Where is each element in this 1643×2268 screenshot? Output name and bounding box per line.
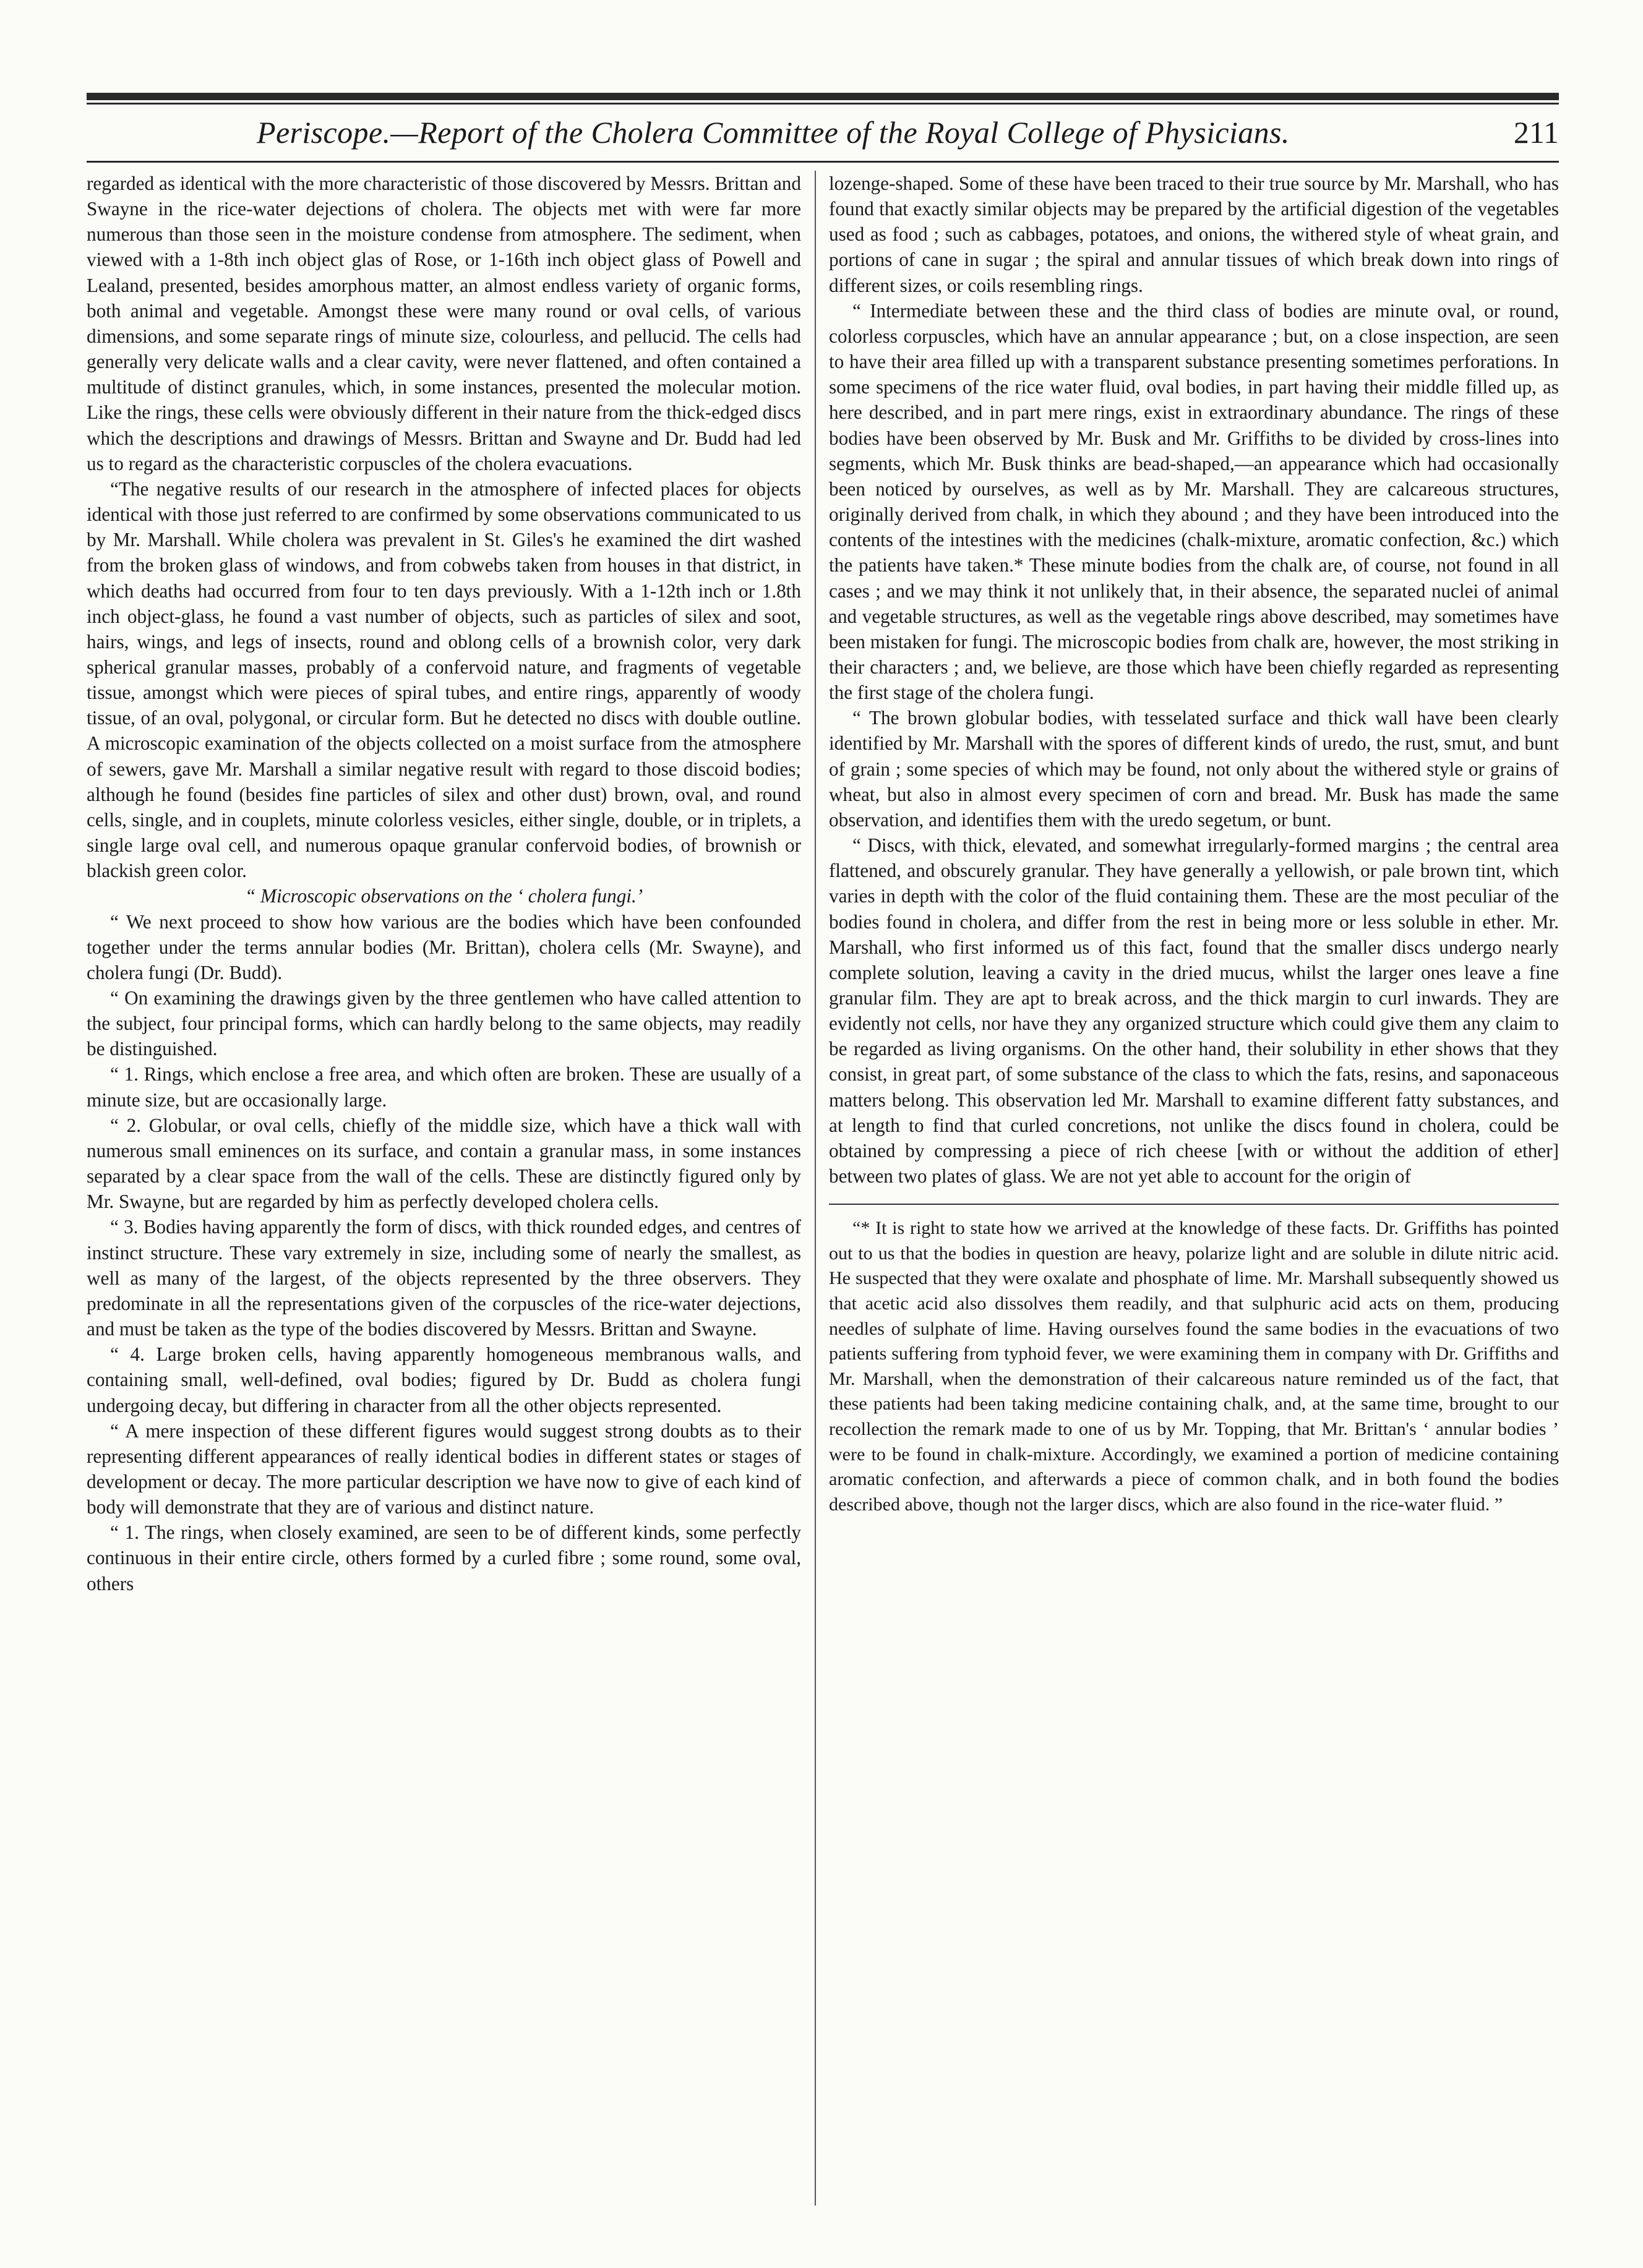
paragraph: “ Discs, with thick, elevated, and somewhat irregularly-formed margins ; the central area flattened, and obscurely granular. They have generally a yellowish, or pale brown tint, which varies in depth with the color of the fluid containing them. These are the most peculiar of the bodies found in cholera, and differ from the rest in being more or less soluble in ether. Mr. Marshall, who first informed us of this fact, found that the smaller discs undergo nearly complete solution, leaving a cavity in the dried mucus, whilst the larger ones leave a fine granular film. They are apt to break across, and the thick margin to curl inwards. They are evidently not cells, nor have they any organized structure which could give them any claim to be regarded as living organisms. On the other hand, their solubility in ether shows that they consist, in great part, of some substance of the class to which the fats, resins, and saponaceous matters belong. This observation led Mr. Marshall to examine different fatty substances, and at length to find that curled concretions, not unlike the discs found in cholera, could be obtained by compressing a piece of rich cheese [with or without the addition of ether] between two plates of glass. We are not yet able to account for the origin of: [829, 834, 1559, 1187]
page-number: 211: [1513, 115, 1559, 150]
paragraph: “ 1. The rings, when closely examined, are seen to be of different kinds, some perfectly continuous in their entire circle, others formed by a curled fibre ; some round, some oval, others: [87, 1521, 801, 1594]
paragraph: “The negative results of our research in the atmosphere of infected places for objects identical with those just referred to are confirmed by some observations communicated to us by Mr. Marshall. While cholera was prevalent in St. Giles's he examined the dirt washed from the broken glass of windows, and from cobwebs taken from houses in that district, in which deaths had occurred from four to ten days previously. With a 1-12th inch or 1.8th inch object-glass, he found a vast number of objects, such as particles of silex and soot, hairs, wings, and legs of insects, round and oblong cells of a brownish color, very dark spherical granular masses, probably of a confervoid nature, and fragments of vegetable tissue, amongst which were pieces of spiral tubes, and entire rings, apparently of woody tissue, of an oval, polygonal, or circular form. But he detected no discs with double outline. A microscopic examination of the objects collected on a moist surface from the atmosphere of sewers, gave Mr. Marshall a similar negative result with regard to those discoid bodies; although he found (besides fine particles of silex and other dust) brown, oval, and round cells, single, and in couplets, minute colorless vesicles, either single, double, or in triplets, a single large oval cell, and numerous opaque granular confervoid bodies, of brownish or blackish green color.: [87, 477, 801, 882]
top-rule-thin: [87, 103, 1559, 105]
running-title: Periscope.—Report of the Cholera Committee of the Royal College of Physicians.: [257, 115, 1290, 150]
paragraph: “ A mere inspection of these different figures would suggest strong doubts as to their representing different appearances of really identical bodies in different states or stages of development or decay. The more particular description we have now to give of each kind of body will demonstrate that they are of various and distinct nature.: [87, 1419, 801, 1518]
paragraph: regarded as identical with the more characteristic of those discovered by Messrs. Brittan and Swayne in the rice-water dejections of cholera. The objects met with were far more numerous than those seen in the moisture condense from atmosphere. The sediment, when viewed with a 1-8th inch object glas of Rose, or 1-16th inch object glass of Powell and Lealand, presented, besides amorphous matter, an almost endless variety of organic forms, both animal and vegetable. Amongst these were many round or oval cells, of various dimensions, and some separate rings of minute size, colourless, and pellucid. The cells had generally very delicate walls and a clear cavity, were never flattened, and often contained a multitude of distinct granules, which, in some instances, presented the molecular motion. Like the rings, these cells were obviously different in their nature from the thick-edged discs which the descriptions and drawings of Messrs. Brittan and Swayne and Dr. Budd had led us to regard as the characteristic corpuscles of the cholera evacuations.: [87, 173, 801, 474]
page-header: [87, 110, 1559, 160]
section-heading: “ Microscopic observations on the ‘ cholera fungi.’: [244, 885, 643, 907]
header-rule: [87, 161, 1559, 163]
paragraph: “ The brown globular bodies, with tesselated surface and thick wall have been clearly identified by Mr. Marshall with the spores of different kinds of uredo, the rust, smut, and bunt of grain ; some species of which may be found, not only about the withered style or grains of wheat, but also in almost every specimen of corn and bread. Mr. Busk has made the same observation, and identifies them with the uredo segetum, or bunt.: [829, 707, 1559, 831]
list-item: “ 1. Rings, which enclose a free area, and which often are broken. These are usually of a minute size, but are occasionally large.: [87, 1063, 801, 1111]
left-column: [87, 171, 801, 1596]
right-column: [829, 171, 1559, 1517]
column-divider: [815, 171, 816, 2206]
list-item: “ 3. Bodies having apparently the form of discs, with thick rounded edges, and centres of instinct structure. These vary extremely in size, including some of nearly the smallest, as well as many of the largest, of the objects represented by the three observers. They predominate in all the representations given of the corpuscles of the rice-water dejections, and must be taken as the type of the bodies discovered by Messrs. Brittan and Swayne.: [87, 1216, 801, 1340]
list-item: “ 4. Large broken cells, having apparently homogeneous membranous walls, and containing small, well-defined, oval bodies; figured by Dr. Budd as cholera fungi undergoing decay, but differing in character from all the other objects represented.: [87, 1343, 801, 1416]
footnote-rule: [829, 1204, 1559, 1205]
top-rule-thick: [87, 93, 1559, 100]
paragraph: “ We next proceed to show how various are the bodies which have been confounded together under the terms annular bodies (Mr. Brittan), cholera cells (Mr. Swayne), and cholera fungi (Dr. Budd).: [87, 910, 801, 983]
paragraph: lozenge-shaped. Some of these have been traced to their true source by Mr. Marshall, who has found that exactly similar objects may be prepared by the artificial digestion of the vegetables used as food ; such as cabbages, potatoes, and onions, the withered style of wheat grain, and portions of cane in sugar ; the spiral and annular tissues of which break down into rings of different sizes, or coils resembling rings.: [829, 173, 1559, 296]
paragraph: “ Intermediate between these and the third class of bodies are minute oval, or round, colorless corpuscles, which have an annular appearance ; but, on a close inspection, are seen to have their area filled up with a transparent substance presenting sometimes perforations. In some specimens of the rice water fluid, oval bodies, in part having their middle filled up, as here described, and in part mere rings, exist in extraordinary abundance. The rings of these bodies have been observed by Mr. Busk and Mr. Griffiths to be divided by cross-lines into segments, which Mr. Busk thinks are bead-shaped,—an appearance which had occasionally been noticed by ourselves, as well as by Mr. Marshall. They are calcareous structures, originally derived from chalk, in which they abound ; and they have been introduced into the contents of the intestines with the medicines (chalk-mixture, aromatic confection, &c.) which the patients have taken.* These minute bodies from the chalk are, of course, not found in all cases ; and we may think it not unlikely that, in their absence, the separated nuclei of animal and vegetable structures, as well as the vegetable rings above described, may sometimes have been mistaken for fungi. The microscopic bodies from chalk are, however, the most striking in their characters ; and, we believe, are those which have been chiefly regarded as representing the first stage of the cholera fungi.: [829, 299, 1559, 704]
footnote: “* It is right to state how we arrived at the knowledge of these facts. Dr. Griffiths has pointed out to us that the bodies in question are heavy, polarize light and are soluble in dilute nitric acid. He suspected that they were oxalate and phosphate of lime. Mr. Marshall subsequently showed us that acetic acid also dissolves them readily, and that sulphuric acid acts on them, producing needles of sulphate of lime. Having ourselves found the same bodies in the evacuations of two patients suffering from typhoid fever, we were examining them in company with Dr. Griffiths and Mr. Marshall, when the demonstration of their calcareous nature reminded us of the fact, that these patients had been taking medicine containing chalk, and, at the same time, brought to our recollection the remark made to one of us by Mr. Topping, that Mr. Brittan's ‘ annular bodies ’ were to be found in chalk-mixture. Accordingly, we examined a portion of medicine containing aromatic confection, and afterwards a piece of common chalk, and in both found the bodies described above, though not the larger discs, which are also found in the rice-water fluid. ”: [829, 1218, 1559, 1515]
paragraph: “ On examining the drawings given by the three gentlemen who have called attention to the subject, four principal forms, which can hardly belong to the same objects, may readily be distinguished.: [87, 987, 801, 1060]
list-item: “ 2. Globular, or oval cells, chiefly of the middle size, which have a thick wall with numerous small eminences on its surface, and contain a granular mass, in some instances separated by a clear space from the wall of the cells. These are distinctly figured only by Mr. Swayne, but are regarded by him as perfectly developed cholera cells.: [87, 1114, 801, 1213]
